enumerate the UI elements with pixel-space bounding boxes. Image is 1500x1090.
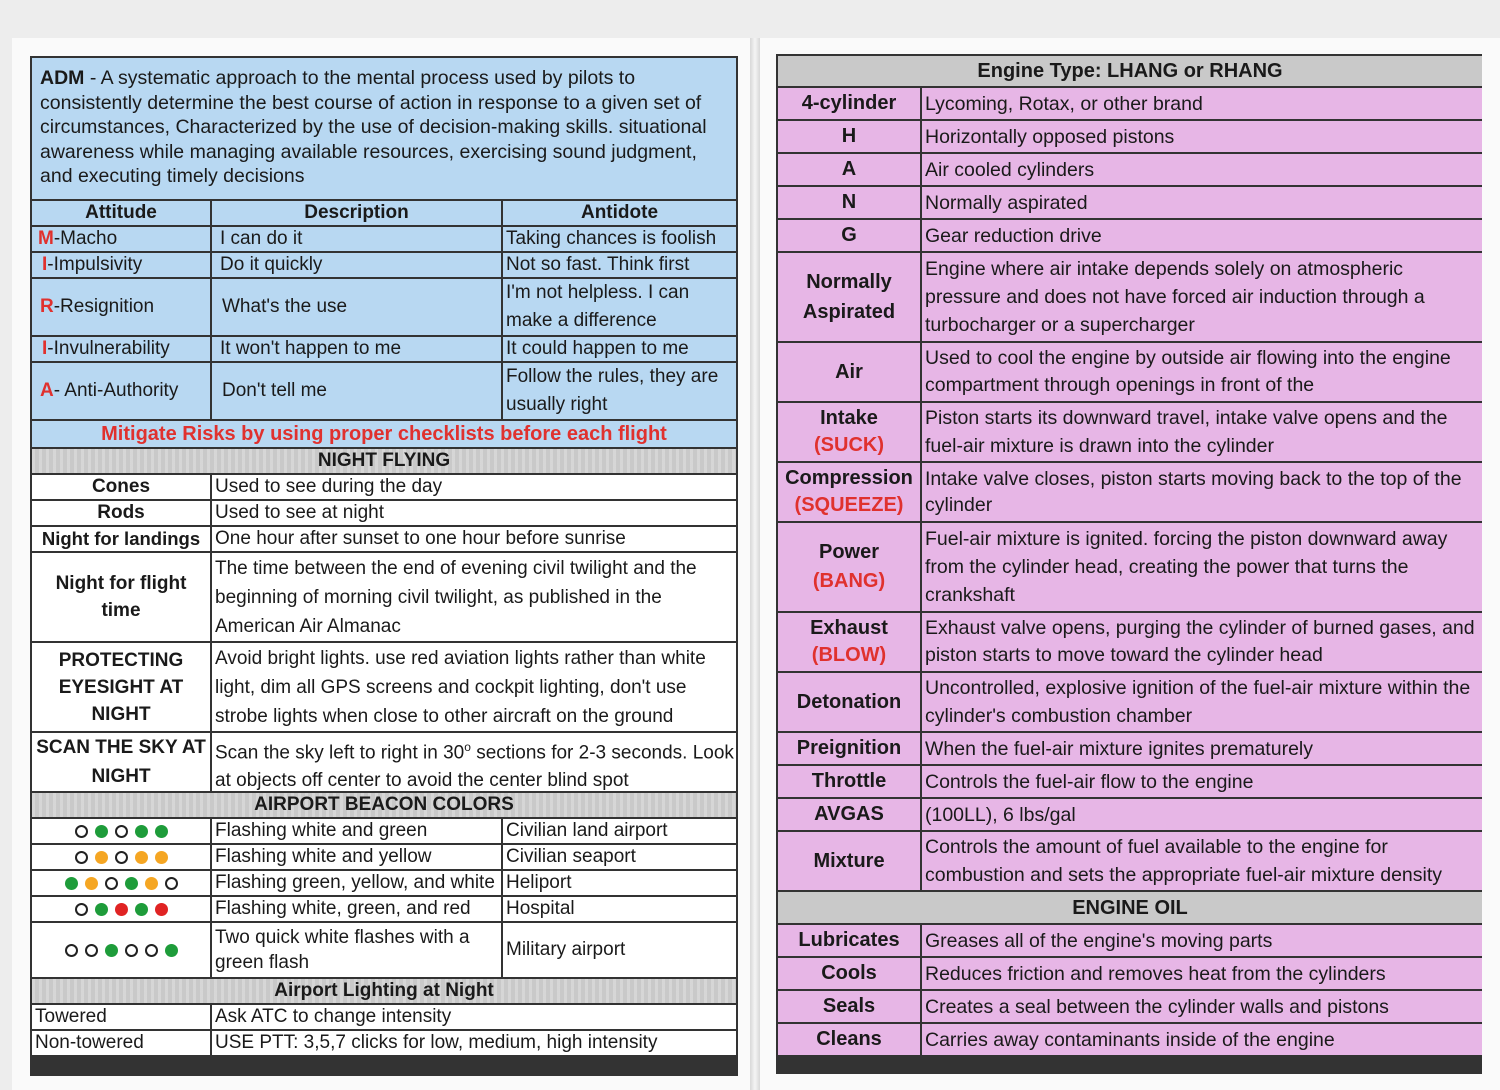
desc-macho: I can do it bbox=[212, 227, 501, 251]
adm-definition bbox=[32, 58, 736, 199]
oil-key-lubricates: Lubricates bbox=[778, 925, 920, 956]
engine-oil-heading: ENGINE OIL bbox=[778, 892, 1482, 923]
beacon-colors-heading: AIRPORT BEACON COLORS bbox=[32, 793, 736, 817]
engine-val-detonation: Uncontrolled, explosive ignition of the fuel-air mixture within the cylinder's combustion chamber bbox=[922, 673, 1482, 731]
airport-lighting-heading: Airport Lighting at Night bbox=[32, 979, 736, 1003]
green-light-icon bbox=[155, 825, 168, 838]
engine-val-throttle: Controls the fuel-air flow to the engine bbox=[922, 766, 1482, 797]
green-light-icon bbox=[95, 903, 108, 916]
green-light-icon bbox=[165, 944, 178, 957]
engine-val-power: Fuel-air mixture is ignited. forcing the piston downward away from the cylinder head, creating the power that turns the crankshaft bbox=[922, 523, 1482, 611]
desc-resignation: What's the use bbox=[212, 279, 501, 335]
engine-key-normally-aspirated: Normally Aspirated bbox=[778, 253, 920, 341]
white-light-icon bbox=[75, 851, 88, 864]
oil-key-seals: Seals bbox=[778, 991, 920, 1022]
attitude-invulnerability: I -Invulnerability bbox=[32, 337, 210, 361]
green-light-icon bbox=[105, 944, 118, 957]
yellow-light-icon bbox=[85, 877, 98, 890]
green-light-icon bbox=[135, 903, 148, 916]
green-light-icon bbox=[135, 825, 148, 838]
white-light-icon bbox=[65, 944, 78, 957]
night-def-flight-time: The time between the end of evening civil twilight and the beginning of morning civil twilight, as published in the American Air Almanac bbox=[212, 553, 736, 641]
beacon-lights-heliport bbox=[32, 871, 210, 895]
night-def-protecting-eyesight: Avoid bright lights. use red aviation lights rather than white light, dim all GPS screens and cockpit lighting, don't use strobe lights when close to other aircraft on the ground bbox=[212, 643, 736, 731]
antidote-macho: Taking chances is foolish bbox=[503, 227, 736, 251]
white-light-icon bbox=[75, 903, 88, 916]
engine-key-h: H bbox=[778, 121, 920, 152]
engine-key-preignition: Preignition bbox=[778, 733, 920, 764]
beacon-lights-military bbox=[32, 923, 210, 977]
desc-impulsivity: Do it quickly bbox=[212, 253, 501, 277]
oil-val-seals: Creates a seal between the cylinder walls and pistons bbox=[922, 991, 1482, 1022]
beacon-type-seaport: Civilian seaport bbox=[503, 845, 736, 869]
antidote-impulsivity: Not so fast. Think first bbox=[503, 253, 736, 277]
night-term-cones: Cones bbox=[32, 475, 210, 499]
night-def-cones: Used to see during the day bbox=[212, 475, 736, 499]
adm-term: ADM bbox=[40, 67, 85, 89]
night-term-flight-time: Night for flight time bbox=[32, 553, 210, 641]
night-term-protecting-eyesight: PROTECTING EYESIGHT AT NIGHT bbox=[32, 643, 210, 731]
engine-key-power: Power (BANG) bbox=[778, 523, 920, 611]
yellow-light-icon bbox=[155, 851, 168, 864]
engine-key-mixture: Mixture bbox=[778, 832, 920, 890]
green-light-icon bbox=[125, 877, 138, 890]
beacon-lights-seaport bbox=[32, 845, 210, 869]
oil-val-cleans: Carries away contaminants inside of the engine bbox=[922, 1024, 1482, 1055]
engine-val-air: Used to cool the engine by outside air flowing into the engine compartment through openings in front of the bbox=[922, 343, 1482, 401]
engine-val-preignition: When the fuel-air mixture ignites prematurely bbox=[922, 733, 1482, 764]
beacon-lights-land bbox=[32, 819, 210, 843]
lighting-def-non-towered: USE PTT: 3,5,7 clicks for low, medium, high intensity bbox=[212, 1031, 736, 1055]
beacon-desc-military: Two quick white flashes with a green flash bbox=[212, 923, 501, 977]
engine-key-g: G bbox=[778, 220, 920, 251]
antidote-invulnerability: It could happen to me bbox=[503, 337, 736, 361]
header-description: Description bbox=[212, 201, 501, 225]
beacon-desc-seaport: Flashing white and yellow bbox=[212, 845, 501, 869]
engine-key-4-cylinder: 4-cylinder bbox=[778, 88, 920, 119]
engine-key-exhaust: Exhaust (BLOW) bbox=[778, 613, 920, 671]
header-antidote: Antidote bbox=[503, 201, 736, 225]
night-term-landings: Night for landings bbox=[32, 527, 210, 551]
night-def-landings: One hour after sunset to one hour before sunrise bbox=[212, 527, 736, 551]
lighting-def-towered: Ask ATC to change intensity bbox=[212, 1005, 736, 1029]
yellow-light-icon bbox=[135, 851, 148, 864]
engine-val-intake: Piston starts its downward travel, intake valve opens and the fuel-air mixture is drawn into the cylinder bbox=[922, 403, 1482, 461]
attitude-macho: M -Macho bbox=[32, 227, 210, 251]
engine-val-4-cylinder: Lycoming, Rotax, or other brand bbox=[922, 88, 1482, 119]
white-light-icon bbox=[165, 877, 178, 890]
engine-val-avgas: (100LL), 6 lbs/gal bbox=[922, 799, 1482, 830]
yellow-light-icon bbox=[95, 851, 108, 864]
beacon-lights-hospital bbox=[32, 897, 210, 921]
green-light-icon bbox=[65, 877, 78, 890]
beacon-type-hospital: Hospital bbox=[503, 897, 736, 921]
beacon-type-military: Military airport bbox=[503, 923, 736, 977]
engine-key-intake: Intake (SUCK) bbox=[778, 403, 920, 461]
white-light-icon bbox=[105, 877, 118, 890]
oil-key-cleans: Cleans bbox=[778, 1024, 920, 1055]
white-light-icon bbox=[125, 944, 138, 957]
antidote-resignation: I'm not helpless. I can make a difference bbox=[503, 279, 736, 335]
beacon-desc-hospital: Flashing white, green, and red bbox=[212, 897, 501, 921]
mitigate-risks-banner: Mitigate Risks by using proper checklists before each flight bbox=[32, 421, 736, 447]
adm-definition-text: - A systematic approach to the mental process used by pilots to consistently determine the best course of action in response to a given set of circumstances, Characterized by the use of decision-making skills. situational awareness while managing available resources, exercising sound judgment, and executing timely decisions bbox=[40, 67, 707, 187]
white-light-icon bbox=[115, 851, 128, 864]
engine-key-a: A bbox=[778, 154, 920, 185]
beacon-desc-land: Flashing white and green bbox=[212, 819, 501, 843]
engine-val-normally-aspirated: Engine where air intake depends solely on atmospheric pressure and does not have forced air induction through a turbocharger or a supercharger bbox=[922, 253, 1482, 341]
page-fold bbox=[750, 38, 760, 1090]
beacon-type-land: Civilian land airport bbox=[503, 819, 736, 843]
antidote-anti-authority: Follow the rules, they are usually right bbox=[503, 363, 736, 419]
adm-reference-table bbox=[30, 56, 738, 1076]
night-term-rods: Rods bbox=[32, 501, 210, 525]
oil-key-cools: Cools bbox=[778, 958, 920, 989]
engine-val-n: Normally aspirated bbox=[922, 187, 1482, 218]
lighting-term-towered: Towered bbox=[32, 1005, 210, 1029]
green-light-icon bbox=[95, 825, 108, 838]
lighting-term-non-towered: Non-towered bbox=[32, 1031, 210, 1055]
engine-reference-table bbox=[776, 54, 1482, 1074]
attitude-impulsivity: I -Impulsivity bbox=[32, 253, 210, 277]
engine-val-compression: Intake valve closes, piston starts moving back to the top of the cylinder bbox=[922, 463, 1482, 521]
engine-key-avgas: AVGAS bbox=[778, 799, 920, 830]
engine-key-n: N bbox=[778, 187, 920, 218]
engine-key-air: Air bbox=[778, 343, 920, 401]
engine-type-heading: Engine Type: LHANG or RHANG bbox=[778, 56, 1482, 86]
night-flying-heading: NIGHT FLYING bbox=[32, 449, 736, 473]
yellow-light-icon bbox=[145, 877, 158, 890]
oil-val-cools: Reduces friction and removes heat from the cylinders bbox=[922, 958, 1482, 989]
engine-key-compression: Compression (SQUEEZE) bbox=[778, 463, 920, 521]
red-light-icon bbox=[155, 903, 168, 916]
desc-anti-authority: Don't tell me bbox=[212, 363, 501, 419]
attitude-resignation: R -Resignition bbox=[32, 279, 210, 335]
beacon-type-heliport: Heliport bbox=[503, 871, 736, 895]
white-light-icon bbox=[145, 944, 158, 957]
night-def-rods: Used to see at night bbox=[212, 501, 736, 525]
night-term-scan-sky: SCAN THE SKY AT NIGHT bbox=[32, 733, 210, 791]
beacon-desc-heliport: Flashing green, yellow, and white bbox=[212, 871, 501, 895]
header-attitude: Attitude bbox=[32, 201, 210, 225]
engine-key-throttle: Throttle bbox=[778, 766, 920, 797]
engine-val-g: Gear reduction drive bbox=[922, 220, 1482, 251]
desc-invulnerability: It won't happen to me bbox=[212, 337, 501, 361]
engine-val-a: Air cooled cylinders bbox=[922, 154, 1482, 185]
white-light-icon bbox=[115, 825, 128, 838]
white-light-icon bbox=[85, 944, 98, 957]
engine-val-h: Horizontally opposed pistons bbox=[922, 121, 1482, 152]
engine-val-mixture: Controls the amount of fuel available to the engine for combustion and sets the appropriate fuel-air mixture density bbox=[922, 832, 1482, 890]
attitude-anti-authority: A - Anti-Authority bbox=[32, 363, 210, 419]
engine-key-detonation: Detonation bbox=[778, 673, 920, 731]
oil-val-lubricates: Greases all of the engine's moving parts bbox=[922, 925, 1482, 956]
white-light-icon bbox=[75, 825, 88, 838]
night-def-scan-sky: Scan the sky left to right in 30$^o$ sections for 2-3 seconds. Look at objects off center to avoid the center blind spot bbox=[212, 733, 736, 791]
engine-val-exhaust: Exhaust valve opens, purging the cylinder of burned gases, and piston starts to move toward the cylinder head bbox=[922, 613, 1482, 671]
red-light-icon bbox=[115, 903, 128, 916]
